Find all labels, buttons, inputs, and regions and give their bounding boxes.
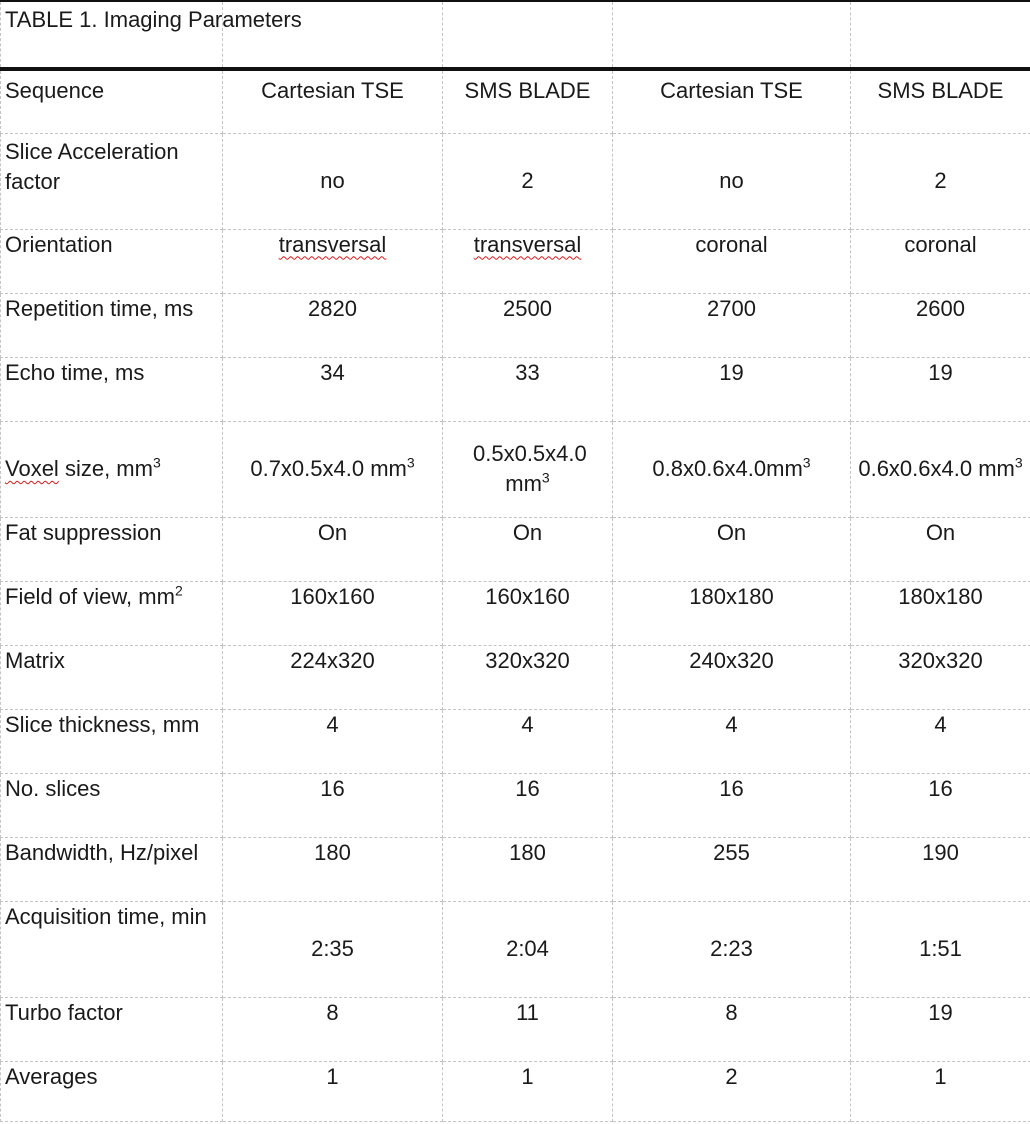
table-cell: 2 xyxy=(851,133,1030,229)
row-label: Slice thickness, mm xyxy=(1,709,223,773)
table-cell: 4 xyxy=(851,709,1030,773)
table-cell: 19 xyxy=(851,997,1030,1061)
table-cell: 255 xyxy=(613,837,851,901)
table-cell: 11 xyxy=(443,997,613,1061)
table-row xyxy=(1,357,1030,421)
row-label: Slice Acceleration factor xyxy=(1,133,223,229)
table-cell: 4 xyxy=(443,709,613,773)
table-cell: 8 xyxy=(613,997,851,1061)
row-label: Matrix xyxy=(1,645,223,709)
table-caption: TABLE 1. Imaging Parameters xyxy=(1,1,223,69)
table-cell: 2500 xyxy=(443,293,613,357)
superscript: 2 xyxy=(174,582,183,599)
table-cell: 16 xyxy=(851,773,1030,837)
table-cell: 240x320 xyxy=(613,645,851,709)
table-cell: 2:35 xyxy=(223,901,443,997)
table-row xyxy=(1,293,1030,357)
row-label: Repetition time, ms xyxy=(1,293,223,357)
table-cell: 19 xyxy=(851,357,1030,421)
row-label: Fat suppression xyxy=(1,517,223,581)
table-cell: 2 xyxy=(443,133,613,229)
row-label: Voxel size, $mm^3$ xyxy=(1,421,223,517)
table-cell: 8 xyxy=(223,997,443,1061)
table-row xyxy=(1,1061,1030,1121)
table-row xyxy=(1,133,1030,229)
table-cell: On xyxy=(851,517,1030,581)
table-cell: no xyxy=(613,133,851,229)
row-label: Acquisition time, min xyxy=(1,901,223,997)
table-cell: 4 xyxy=(613,709,851,773)
table-cell: 224x320 xyxy=(223,645,443,709)
table-row xyxy=(1,517,1030,581)
row-label: Echo time, ms xyxy=(1,357,223,421)
table-cell: 180 xyxy=(223,837,443,901)
table-cell: 4 xyxy=(223,709,443,773)
table-cell: coronal xyxy=(851,229,1030,293)
superscript: 3 xyxy=(152,454,161,471)
table-cell: 1 xyxy=(851,1061,1030,1121)
voxel-word: Voxel xyxy=(5,456,59,481)
table-cell: 16 xyxy=(223,773,443,837)
table-row xyxy=(1,581,1030,645)
table-cell: On xyxy=(223,517,443,581)
table-cell: 34 xyxy=(223,357,443,421)
table-cell: On xyxy=(443,517,613,581)
row-label: No. slices xyxy=(1,773,223,837)
header-row xyxy=(1,69,1030,133)
table-cell: 1 xyxy=(223,1061,443,1121)
table-cell: 320x320 xyxy=(851,645,1030,709)
header-col-1: Cartesian TSE xyxy=(223,69,443,133)
table-cell: coronal xyxy=(613,229,851,293)
table-cell: 19 xyxy=(613,357,851,421)
table-cell: 33 xyxy=(443,357,613,421)
header-label: Sequence xyxy=(1,69,223,133)
table-row xyxy=(1,997,1030,1061)
row-label: Turbo factor xyxy=(1,997,223,1061)
table-row xyxy=(1,837,1030,901)
table-cell: 2:04 xyxy=(443,901,613,997)
header-col-4: SMS BLADE xyxy=(851,69,1030,133)
table-cell: no xyxy=(223,133,443,229)
table-cell: 0.6x0.6x4.0 $mm^3$ xyxy=(851,421,1030,517)
row-label: Bandwidth, Hz/pixel xyxy=(1,837,223,901)
table-cell: 180x180 xyxy=(851,581,1030,645)
table-cell: $0.8x0.6x4.0mm^3$ xyxy=(613,421,851,517)
table-row xyxy=(1,421,1030,517)
table-cell: 2:23 xyxy=(613,901,851,997)
table-cell: 1:51 xyxy=(851,901,1030,997)
table-cell: 2700 xyxy=(613,293,851,357)
table-cell: 160x160 xyxy=(443,581,613,645)
table-cell: 16 xyxy=(613,773,851,837)
caption-row xyxy=(1,1,1030,69)
table-row xyxy=(1,901,1030,997)
row-label: Orientation xyxy=(1,229,223,293)
table-cell: On xyxy=(613,517,851,581)
table-cell: 2 xyxy=(613,1061,851,1121)
table-cell: 180x180 xyxy=(613,581,851,645)
table-row xyxy=(1,229,1030,293)
header-col-3: Cartesian TSE xyxy=(613,69,851,133)
table-cell: 0.5x0.5x4.0 $mm^3$ xyxy=(443,421,613,517)
table-cell: transversal xyxy=(473,231,582,257)
table-cell: transversal xyxy=(278,231,387,257)
header-col-2: SMS BLADE xyxy=(443,69,613,133)
row-label: Averages xyxy=(1,1061,223,1121)
table-cell: 160x160 xyxy=(223,581,443,645)
table-cell: 16 xyxy=(443,773,613,837)
table-cell: 2820 xyxy=(223,293,443,357)
row-label: Field of view, $mm^2$ xyxy=(1,581,223,645)
table-cell: 190 xyxy=(851,837,1030,901)
table-cell: 1 xyxy=(443,1061,613,1121)
table-cell: 0.7x0.5x4.0 $mm^3$ xyxy=(223,421,443,517)
table-row xyxy=(1,709,1030,773)
table-cell: 320x320 xyxy=(443,645,613,709)
table-row xyxy=(1,773,1030,837)
table-cell: 2600 xyxy=(851,293,1030,357)
table-row xyxy=(1,645,1030,709)
table-cell: 180 xyxy=(443,837,613,901)
